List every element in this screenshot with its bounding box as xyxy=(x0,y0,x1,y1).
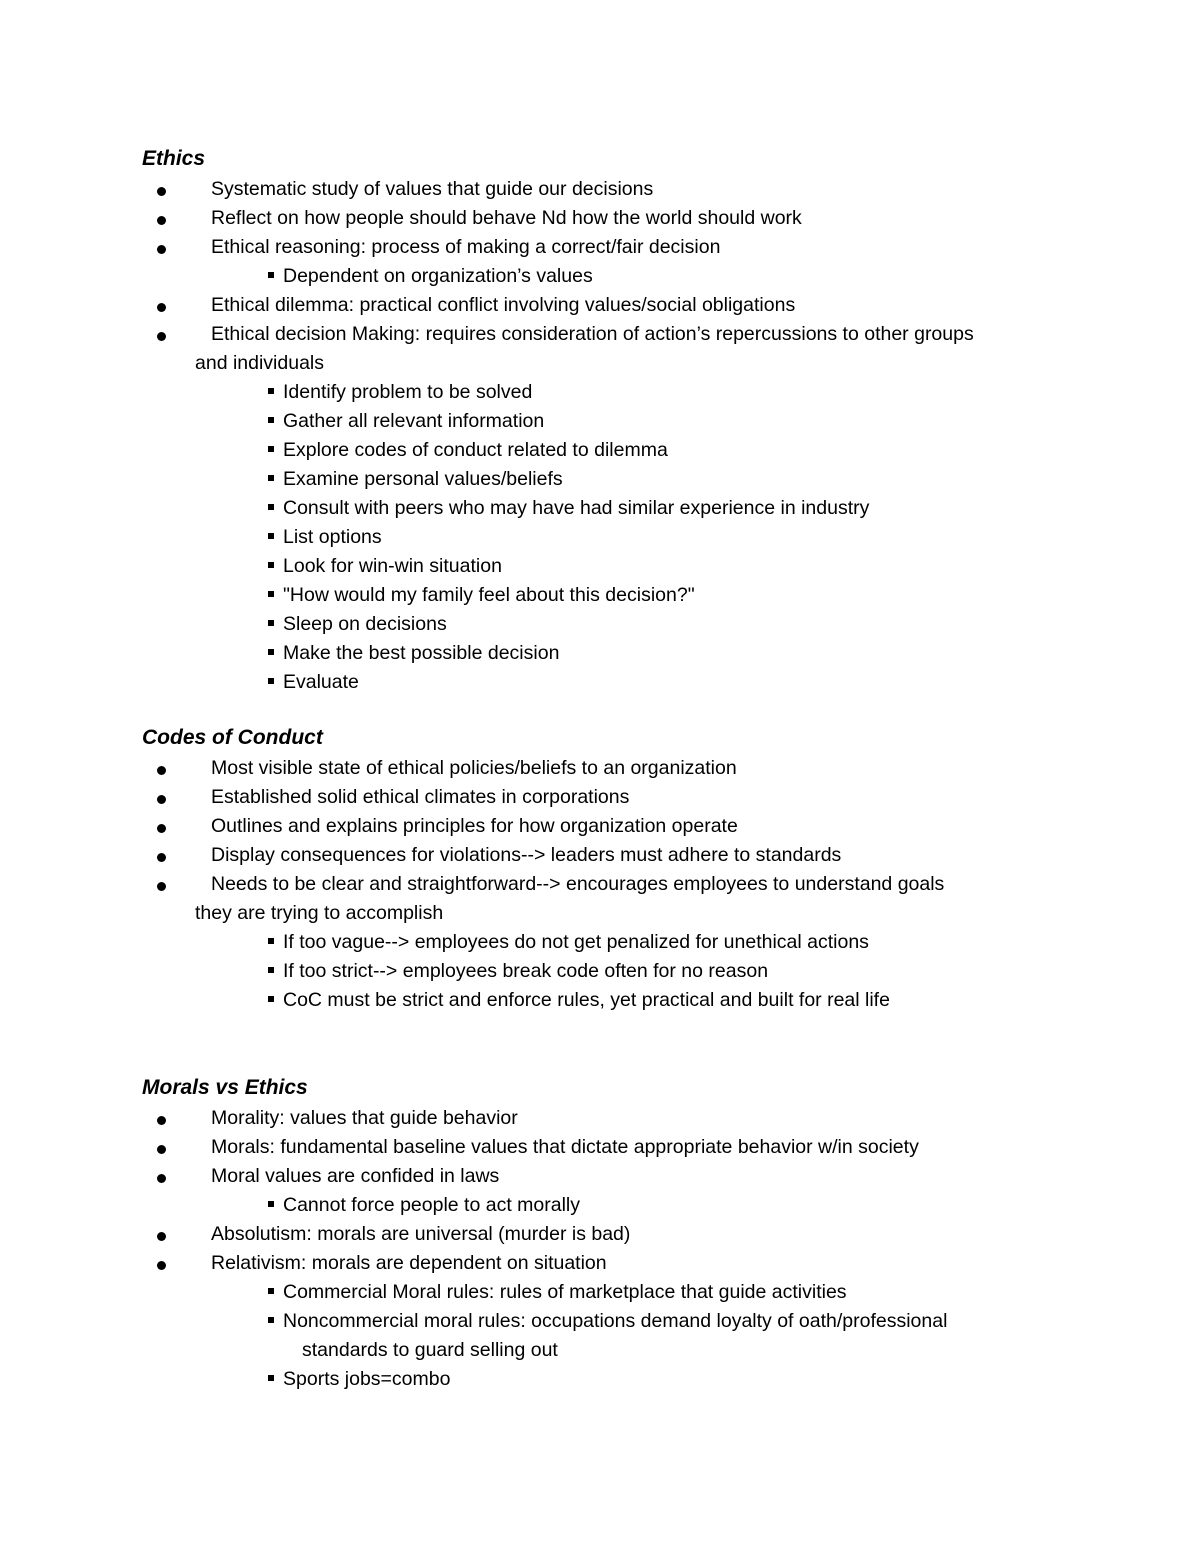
list-item-text: Cannot force people to act morally xyxy=(283,1194,580,1216)
square-bullet-icon xyxy=(268,475,274,481)
list-item-text: Sleep on decisions xyxy=(283,613,447,635)
list-item xyxy=(0,870,1200,899)
list-item-text: Noncommercial moral rules: occupations demand loyalty of oath/professional xyxy=(283,1310,948,1332)
bullet-dot-icon xyxy=(157,216,166,225)
square-bullet-icon xyxy=(268,533,274,539)
list-item xyxy=(0,291,1200,320)
square-bullet-icon xyxy=(268,1201,274,1207)
sub-list-item xyxy=(0,552,1200,581)
sub-list-item xyxy=(0,523,1200,552)
list-item-text: Ethical dilemma: practical conflict involving values/social obligations xyxy=(211,294,796,316)
list-item-text: Make the best possible decision xyxy=(283,642,560,664)
square-bullet-icon xyxy=(268,417,274,423)
list-item-text: Relativism: morals are dependent on situation xyxy=(211,1252,607,1274)
list-item xyxy=(0,233,1200,262)
sub-list-item xyxy=(0,610,1200,639)
list-item xyxy=(0,783,1200,812)
list-item-continuation xyxy=(0,899,1200,928)
square-bullet-icon xyxy=(268,996,274,1002)
list-item xyxy=(0,1133,1200,1162)
list-item-text: Explore codes of conduct related to dilemma xyxy=(283,439,668,461)
square-bullet-icon xyxy=(268,938,274,944)
list-item-text: Identify problem to be solved xyxy=(283,381,533,403)
list-item-text: Outlines and explains principles for how organization operate xyxy=(211,815,738,837)
list-item xyxy=(0,175,1200,204)
sub-list-item xyxy=(0,436,1200,465)
sub-list-item xyxy=(0,378,1200,407)
sub-list-item xyxy=(0,465,1200,494)
list-item-text: Display consequences for violations--> leaders must adhere to standards xyxy=(211,844,842,866)
section-list-ethics xyxy=(0,175,1200,697)
bullet-dot-icon xyxy=(157,1232,166,1241)
section-list-morals-vs-ethics xyxy=(0,1104,1200,1394)
sub-list-item xyxy=(0,668,1200,697)
bullet-dot-icon xyxy=(157,245,166,254)
square-bullet-icon xyxy=(268,591,274,597)
sub-list-item xyxy=(0,407,1200,436)
bullet-dot-icon xyxy=(157,1174,166,1183)
list-item xyxy=(0,1220,1200,1249)
list-item-text: Sports jobs=combo xyxy=(283,1368,451,1390)
list-item-text: Gather all relevant information xyxy=(283,410,545,432)
list-item xyxy=(0,1249,1200,1278)
bullet-dot-icon xyxy=(157,766,166,775)
sub-list-item-continuation xyxy=(0,1336,1200,1365)
bullet-dot-icon xyxy=(157,332,166,341)
section-heading-ethics: Ethics xyxy=(142,147,206,170)
list-item-text: Examine personal values/beliefs xyxy=(283,468,563,490)
sub-list-item xyxy=(0,928,1200,957)
square-bullet-icon xyxy=(268,1375,274,1381)
list-item-text: Moral values are confided in laws xyxy=(211,1165,500,1187)
square-bullet-icon xyxy=(268,388,274,394)
list-item-text: Evaluate xyxy=(283,671,359,693)
square-bullet-icon xyxy=(268,649,274,655)
list-item-text: Morality: values that guide behavior xyxy=(211,1107,518,1129)
bullet-dot-icon xyxy=(157,853,166,862)
list-item-text: Most visible state of ethical policies/beliefs to an organization xyxy=(211,757,737,779)
sub-list-item xyxy=(0,957,1200,986)
square-bullet-icon xyxy=(268,1288,274,1294)
list-item-text: Ethical decision Making: requires consideration of action’s repercussions to other groups xyxy=(211,323,974,345)
list-item xyxy=(0,754,1200,783)
square-bullet-icon xyxy=(268,678,274,684)
sub-list-item xyxy=(0,986,1200,1015)
list-item xyxy=(0,1104,1200,1133)
list-item-text: Commercial Moral rules: rules of marketplace that guide activities xyxy=(283,1281,847,1303)
bullet-dot-icon xyxy=(157,824,166,833)
sub-list-item xyxy=(0,639,1200,668)
list-item xyxy=(0,812,1200,841)
list-item-text: If too strict--> employees break code often for no reason xyxy=(283,960,769,982)
sub-list-item xyxy=(0,1191,1200,1220)
list-item-text: standards to guard selling out xyxy=(302,1339,558,1361)
list-item-text: Absolutism: morals are universal (murder is bad) xyxy=(211,1223,631,1245)
list-item xyxy=(0,204,1200,233)
list-item-text: and individuals xyxy=(195,352,325,374)
list-item xyxy=(0,1162,1200,1191)
bullet-dot-icon xyxy=(157,882,166,891)
list-item-text: Established solid ethical climates in corporations xyxy=(211,786,630,808)
list-item-text: Ethical reasoning: process of making a correct/fair decision xyxy=(211,236,721,258)
sub-list-item xyxy=(0,1278,1200,1307)
list-item-continuation xyxy=(0,349,1200,378)
sub-list-item xyxy=(0,262,1200,291)
list-item xyxy=(0,841,1200,870)
sub-list-item xyxy=(0,1307,1200,1336)
square-bullet-icon xyxy=(268,1317,274,1323)
bullet-dot-icon xyxy=(157,1116,166,1125)
list-item-text: Needs to be clear and straightforward--> encourages employees to understand goals xyxy=(211,873,945,895)
list-item-text: Look for win-win situation xyxy=(283,555,502,577)
bullet-dot-icon xyxy=(157,1261,166,1270)
list-item-text: Consult with peers who may have had similar experience in industry xyxy=(283,497,870,519)
square-bullet-icon xyxy=(268,967,274,973)
list-item-text: "How would my family feel about this decision?" xyxy=(283,584,695,606)
list-item-text: Systematic study of values that guide our decisions xyxy=(211,178,654,200)
square-bullet-icon xyxy=(268,562,274,568)
sub-list-item xyxy=(0,581,1200,610)
bullet-dot-icon xyxy=(157,1145,166,1154)
section-heading-morals-vs-ethics: Morals vs Ethics xyxy=(142,1076,308,1099)
square-bullet-icon xyxy=(268,620,274,626)
square-bullet-icon xyxy=(268,446,274,452)
bullet-dot-icon xyxy=(157,187,166,196)
square-bullet-icon xyxy=(268,504,274,510)
sub-list-item xyxy=(0,494,1200,523)
list-item-text: CoC must be strict and enforce rules, yet practical and built for real life xyxy=(283,989,890,1011)
bullet-dot-icon xyxy=(157,795,166,804)
list-item-text: they are trying to accomplish xyxy=(195,902,444,924)
bullet-dot-icon xyxy=(157,303,166,312)
list-item-text: Reflect on how people should behave Nd how the world should work xyxy=(211,207,802,229)
list-item-text: List options xyxy=(283,526,382,548)
list-item-text: Morals: fundamental baseline values that dictate appropriate behavior w/in society xyxy=(211,1136,919,1158)
list-item xyxy=(0,320,1200,349)
section-list-codes-of-conduct xyxy=(0,754,1200,1015)
sub-list-item xyxy=(0,1365,1200,1394)
section-heading-codes-of-conduct: Codes of Conduct xyxy=(142,726,323,749)
list-item-text: If too vague--> employees do not get penalized for unethical actions xyxy=(283,931,869,953)
list-item-text: Dependent on organization’s values xyxy=(283,265,593,287)
square-bullet-icon xyxy=(268,272,274,278)
